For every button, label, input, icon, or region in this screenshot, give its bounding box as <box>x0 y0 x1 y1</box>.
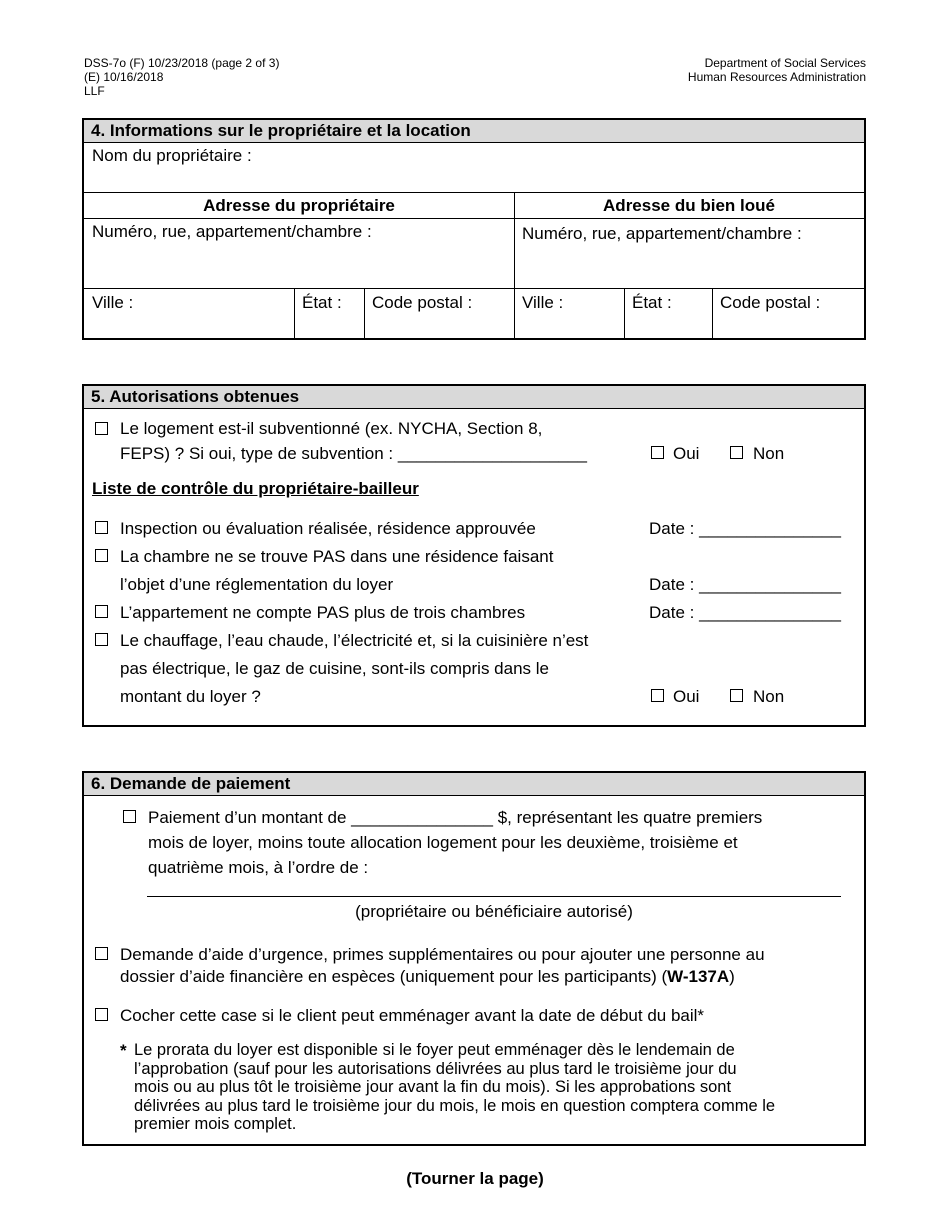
bedroom-count-checkbox[interactable] <box>95 605 108 618</box>
english-date: (E) 10/16/2018 <box>84 70 164 84</box>
section-6-title: 6. Demande de paiement <box>84 773 864 796</box>
payee-caption: (propriétaire ou bénéficiaire autorisé) <box>355 902 633 921</box>
rent-regulation-label: La chambre ne se trouve PAS dans une résidence faisant <box>120 547 554 566</box>
section-6-payment-request <box>82 771 866 1146</box>
note-line: Le prorata du loyer est disponible si le foyer peut emménager dès le lendemain de <box>134 1041 735 1059</box>
bedroom-count-date-field[interactable]: Date : _______________ <box>649 603 841 622</box>
utilities-question-cont: pas électrique, le gaz de cuisine, sont-ils compris dans le <box>120 659 549 678</box>
checklist-title: Liste de contrôle du propriétaire-bailleur <box>92 479 419 498</box>
inspection-label: Inspection ou évaluation réalisée, résidence approuvée <box>120 519 536 538</box>
payment-description: mois de loyer, moins toute allocation logement pour les deuxième, troisième et <box>148 833 738 852</box>
divider <box>364 288 365 338</box>
subsidy-no-label: Non <box>753 444 785 463</box>
utilities-yes-label: Oui <box>673 687 700 706</box>
subsidy-yes-label: Oui <box>673 444 700 463</box>
divider <box>84 218 864 219</box>
emergency-aid-label: Demande d’aide d’urgence, primes supplémentaires ou pour ajouter une personne au <box>120 945 765 964</box>
rental-street-field[interactable]: Numéro, rue, appartement/chambre : <box>522 224 802 243</box>
owner-street-field[interactable]: Numéro, rue, appartement/chambre : <box>92 222 372 241</box>
divider <box>712 288 713 338</box>
emergency-aid-checkbox[interactable] <box>95 947 108 960</box>
owner-address-heading: Adresse du propriétaire <box>203 196 395 215</box>
inspection-date-field[interactable]: Date : _______________ <box>649 519 841 538</box>
divider <box>84 288 864 289</box>
subsidy-checkbox[interactable] <box>95 422 108 435</box>
owner-zip-field[interactable]: Code postal : <box>372 293 473 312</box>
section-5-title: 5. Autorisations obtenues <box>84 386 864 409</box>
utilities-no-checkbox[interactable] <box>730 689 743 702</box>
owner-city-field[interactable]: Ville : <box>92 293 134 312</box>
utilities-question: Le chauffage, l’eau chaude, l’électricité et, si la cuisinière n’est <box>120 631 589 650</box>
section-4-title: 4. Informations sur le propriétaire et la location <box>84 120 864 143</box>
utilities-question-end: montant du loyer ? <box>120 687 261 706</box>
form-reference: W-137A <box>667 967 730 986</box>
footnote-star: * <box>120 1041 127 1060</box>
bedroom-count-label: L’appartement ne compte PAS plus de trois chambres <box>120 603 526 622</box>
section-5-authorizations <box>82 384 866 727</box>
agency-header <box>688 56 866 84</box>
note-line: premier mois complet. <box>134 1115 297 1133</box>
language-code: LLF <box>84 84 105 98</box>
payment-description-end: quatrième mois, à l’ordre de : <box>148 858 369 877</box>
department-name: Department of Social Services <box>704 56 866 70</box>
proration-note <box>134 1041 775 1134</box>
emergency-aid-label-cont <box>120 967 735 987</box>
payment-checkbox[interactable] <box>123 810 136 823</box>
rent-regulation-label-cont: l’objet d’une réglementation du loyer <box>120 575 394 594</box>
note-line: mois ou au plus tôt le troisième jour avant la fin du mois). Si les approbations sont <box>134 1078 732 1096</box>
administration-name: Human Resources Administration <box>687 70 866 84</box>
utilities-no-label: Non <box>753 687 785 706</box>
turn-page-note: (Tourner la page) <box>406 1169 544 1188</box>
subsidy-type-field[interactable]: FEPS) ? Si oui, type de subvention : ____________________ <box>120 444 587 463</box>
rental-state-field[interactable]: État : <box>632 293 672 312</box>
divider <box>84 192 864 193</box>
utilities-checkbox[interactable] <box>95 633 108 646</box>
subsidy-no-checkbox[interactable] <box>730 446 743 459</box>
payee-name-field[interactable] <box>147 896 841 897</box>
form-identifier <box>84 56 279 98</box>
early-move-in-label: Cocher cette case si le client peut emménager avant la date de début du bail* <box>120 1006 705 1025</box>
rental-zip-field[interactable]: Code postal : <box>720 293 821 312</box>
divider <box>294 288 295 338</box>
note-line: l’approbation (sauf pour les autorisations délivrées au plus tard le troisième jour du <box>134 1059 737 1078</box>
subsidy-question: Le logement est-il subventionné (ex. NYCHA, Section 8, <box>120 419 543 438</box>
emergency-aid-text: dossier d’aide financière en espèces (uniquement pour les participants) ( <box>120 967 668 986</box>
owner-state-field[interactable]: État : <box>302 293 342 312</box>
note-line: délivrées au plus tard le troisième jour du mois, le mois en question comptera comme le <box>134 1096 776 1115</box>
rental-address-heading: Adresse du bien loué <box>603 196 775 215</box>
rent-regulation-checkbox[interactable] <box>95 549 108 562</box>
owner-name-field[interactable]: Nom du propriétaire : <box>92 146 252 165</box>
divider <box>624 288 625 338</box>
form-id: DSS-7o (F) 10/23/2018 (page 2 of 3) <box>84 56 280 70</box>
rent-regulation-date-field[interactable]: Date : _______________ <box>649 575 841 594</box>
inspection-checkbox[interactable] <box>95 521 108 534</box>
early-move-in-checkbox[interactable] <box>95 1008 108 1021</box>
subsidy-yes-checkbox[interactable] <box>651 446 664 459</box>
section-4-owner-rental <box>82 118 866 340</box>
form-reference-close: ) <box>729 967 735 986</box>
payment-amount-field[interactable]: Paiement d’un montant de _______________ $, représentant les quatre premiers <box>148 808 763 827</box>
utilities-yes-checkbox[interactable] <box>651 689 664 702</box>
rental-city-field[interactable]: Ville : <box>522 293 564 312</box>
divider <box>514 192 515 338</box>
